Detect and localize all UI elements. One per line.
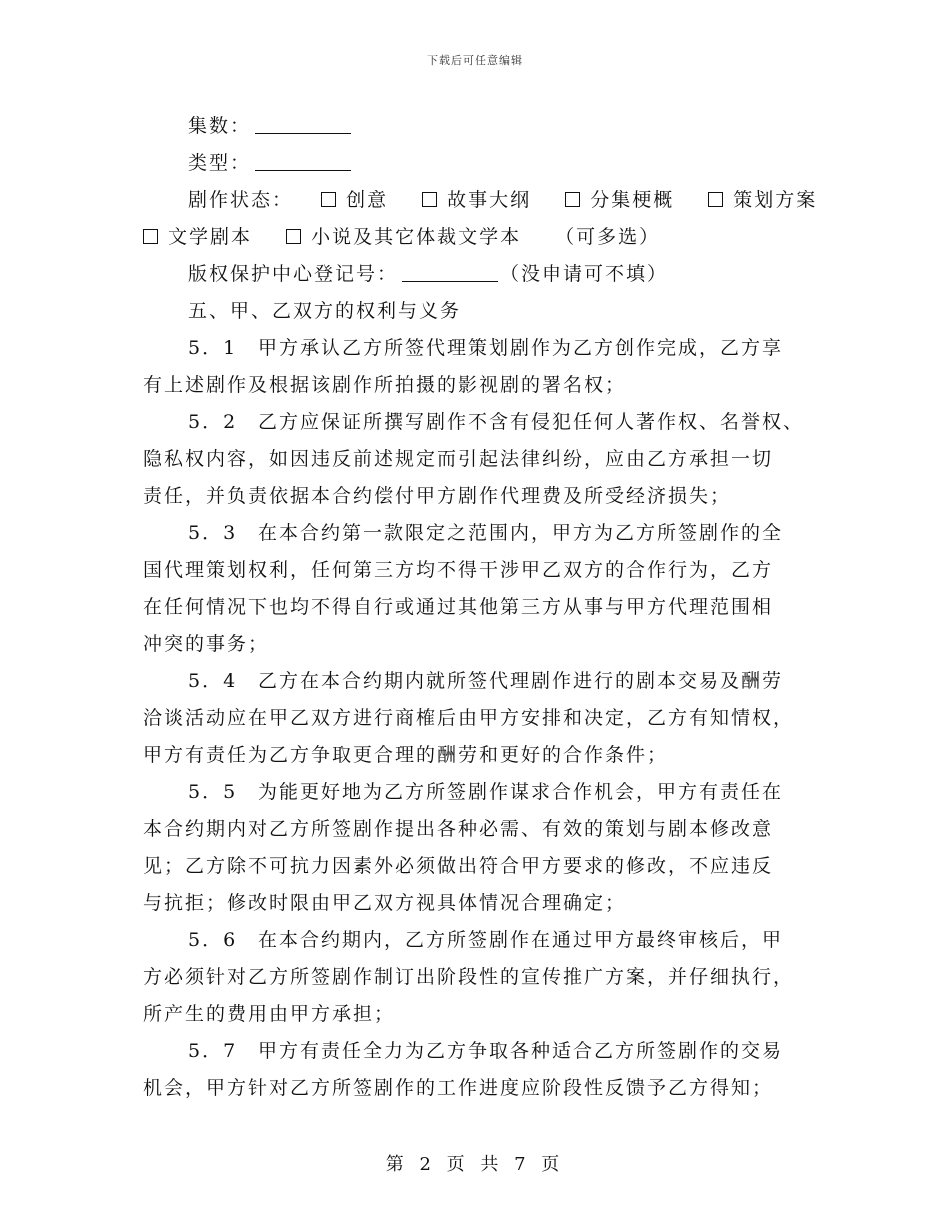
episodes-label: 集数： (188, 115, 252, 137)
clause-text: 见；乙方除不可抗力因素外必须做出符合甲方要求的修改，不应违反 (143, 855, 774, 877)
clause-number: 5．7 (188, 1040, 238, 1062)
page-header: 下载后可任意编辑 (427, 54, 523, 67)
copyright-field (143, 256, 815, 293)
clause-line (143, 441, 815, 478)
copyright-label: 版权保护中心登记号： (188, 263, 399, 285)
clause-text: 责任，并负责依据本合约偿付甲方剧作代理费及所受经济损失； (143, 485, 732, 507)
clause-line (143, 1070, 815, 1107)
clause-line (143, 737, 815, 774)
clause-text: 冲突的事务； (143, 633, 270, 655)
type-label: 类型： (188, 152, 252, 174)
copyright-note: （没申请可不填） (500, 263, 669, 285)
clause-text: 甲方有责任为乙方争取更合理的酬劳和更好的合作条件； (143, 744, 669, 766)
clause (143, 1033, 815, 1107)
clause-line (143, 811, 815, 848)
status-field-continued (143, 219, 815, 256)
section-title: 五、甲、乙双方的权利与义务 (188, 300, 462, 322)
clause-text: 所产生的费用由甲方承担； (143, 1003, 396, 1025)
type-field (143, 145, 815, 182)
clause (143, 774, 815, 922)
clause-text: 与抗拒；修改时限由甲乙双方视具体情况合理确定； (143, 892, 627, 914)
clause-line (143, 515, 815, 552)
status-option: 策划方案 (708, 189, 817, 211)
clause-line (143, 663, 815, 700)
clause-text: 本合约期内对乙方所签剧作提出各种必需、有效的策划与剧本修改意 (143, 818, 774, 840)
clause-line (143, 700, 815, 737)
clause-number: 5．4 (188, 670, 238, 692)
clause-text: 方必须针对乙方所签剧作制订出阶段性的宣传推广方案，并仔细执行， (143, 966, 795, 988)
clause (143, 404, 815, 515)
status-option: 文学剧本 (143, 226, 252, 248)
clause-number: 5．2 (188, 411, 238, 433)
clause-text: 隐私权内容，如因违反前述规定而引起法律纠纷，应由乙方承担一切 (143, 448, 774, 470)
checkbox-icon (708, 192, 723, 207)
copyright-blank (402, 259, 498, 282)
clause-text: 在任何情况下也均不得自行或通过其他第三方从事与甲方代理范围相 (143, 596, 774, 618)
clause-text: 为能更好地为乙方所签剧作谋求合作机会，甲方有责任在 (258, 781, 784, 803)
clause-line (143, 478, 815, 515)
status-field (143, 182, 818, 219)
clause-text: 甲方有责任全力为乙方争取各种适合乙方所签剧作的交易 (258, 1040, 784, 1062)
episodes-field (143, 108, 815, 145)
clause-line (143, 922, 815, 959)
checkbox-icon (422, 192, 437, 207)
status-note: （可多选） (555, 226, 661, 248)
clause-line (143, 367, 815, 404)
checkbox-icon (143, 229, 158, 244)
clause-number: 5．1 (188, 337, 238, 359)
clause-line (143, 996, 815, 1033)
clause-line (143, 404, 815, 441)
checkbox-icon (321, 192, 336, 207)
clause-text: 国代理策划权利，任何第三方均不得干涉甲乙双方的合作行为，乙方 (143, 559, 774, 581)
clause-text: 在本合约期内，乙方所签剧作在通过甲方最终审核后，甲 (258, 929, 784, 951)
status-option: 分集梗概 (565, 189, 674, 211)
clause-line (143, 1033, 815, 1070)
clause-list (143, 330, 815, 1107)
clause-line (143, 848, 815, 885)
clause-text: 在本合约第一款限定之范围内，甲方为乙方所签剧作的全 (258, 522, 784, 544)
clause-text: 乙方应保证所撰写剧作不含有侵犯任何人著作权、名誉权、 (258, 411, 805, 433)
clause-text: 乙方在本合约期内就所签代理剧作进行的剧本交易及酬劳 (258, 670, 784, 692)
status-option: 创意 (321, 189, 388, 211)
clause-line (143, 774, 815, 811)
episodes-blank (255, 111, 351, 134)
clause (143, 330, 815, 404)
clause-text: 机会，甲方针对乙方所签剧作的工作进度应阶段性反馈予乙方得知； (143, 1077, 774, 1099)
clause-line (143, 589, 815, 626)
clause-text: 有上述剧作及根据该剧作所拍摄的影视剧的署名权； (143, 374, 627, 396)
status-label: 剧作状态： (188, 189, 294, 211)
page-footer: 第 2 页 共 7 页 (385, 1154, 565, 1175)
status-option: 故事大纲 (422, 189, 531, 211)
document-body (143, 108, 818, 1107)
checkbox-icon (286, 229, 301, 244)
clause-line (143, 626, 815, 663)
clause-line (143, 330, 815, 367)
clause (143, 515, 815, 663)
clause-text: 洽谈活动应在甲乙双方进行商榷后由甲方安排和决定，乙方有知情权， (143, 707, 795, 729)
status-option: 小说及其它体裁文学本 (286, 226, 521, 248)
clause-line (143, 885, 815, 922)
clause-line (143, 959, 815, 996)
clause (143, 922, 815, 1033)
clause-number: 5．6 (188, 929, 238, 951)
type-blank (255, 148, 351, 171)
clause-text: 甲方承认乙方所签代理策划剧作为乙方创作完成，乙方享 (258, 337, 784, 359)
clause-number: 5．5 (188, 781, 238, 803)
clause (143, 663, 815, 774)
clause-number: 5．3 (188, 522, 238, 544)
clause-line (143, 552, 815, 589)
checkbox-icon (565, 192, 580, 207)
